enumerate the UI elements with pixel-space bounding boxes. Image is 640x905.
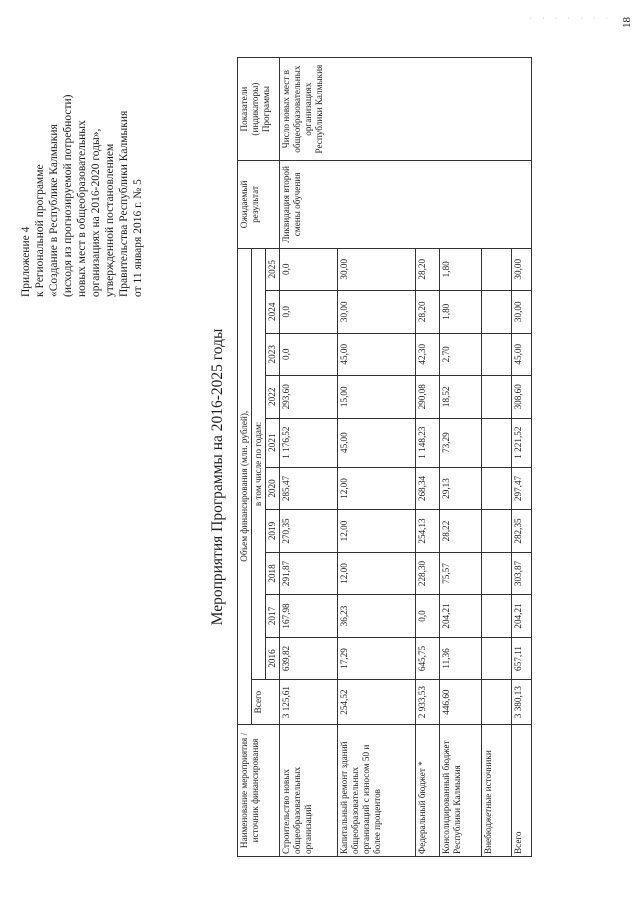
cell-value: 639,82	[280, 637, 338, 680]
row-name: Всего	[512, 724, 532, 856]
approval-line: утвержденной постановлением	[104, 143, 116, 297]
program-table	[237, 57, 532, 857]
header-name: Наименование мероприятия / источник финансирования	[238, 724, 280, 856]
cell-value: 45,00	[338, 418, 416, 467]
cell-value: 29,13	[440, 467, 482, 510]
expected-result: Ликвидация второй смены обучения	[280, 161, 532, 248]
cell-value	[482, 467, 512, 510]
row-total	[482, 680, 512, 725]
header-total: Всего	[252, 680, 280, 725]
cell-value: 30,00	[512, 291, 532, 334]
cell-value: 204,21	[512, 595, 532, 638]
cell-value: 228,30	[416, 552, 440, 595]
row-total: 254,52	[338, 680, 416, 725]
approval-line: новых мест в общеобразовательных	[76, 120, 88, 297]
cell-value	[482, 376, 512, 419]
page-number: 18	[621, 17, 633, 28]
row-name: Капитальный ремонт зданий общеобразовательных организаций с износом 50 и более процентов	[338, 724, 416, 856]
approval-line: Правительства Республики Калмыкия	[118, 110, 130, 297]
cell-value: 0,0	[280, 248, 338, 291]
approval-line: Приложение 4	[20, 226, 32, 297]
document-title: Мероприятия Программы на 2016-2025 годы	[209, 328, 226, 626]
row-total: 3 380,13	[512, 680, 532, 725]
header-year: 2025	[266, 248, 280, 291]
approval-line: от 11 января 2016 г. № 5	[132, 179, 144, 297]
approval-line: организациях на 2016-2020 годы»,	[90, 128, 102, 297]
cell-value: 657,11	[512, 637, 532, 680]
cell-value: 167,98	[280, 595, 338, 638]
row-name: Строительство новых общеобразовательных организаций	[280, 724, 338, 856]
cell-value: 204,21	[440, 595, 482, 638]
scan-edge-marks: · · · · · · ·	[529, 14, 612, 23]
cell-value: 12,00	[338, 467, 416, 510]
cell-value: 18,52	[440, 376, 482, 419]
cell-value: 303,87	[512, 552, 532, 595]
table-row	[280, 58, 338, 857]
cell-value: 645,75	[416, 637, 440, 680]
cell-value	[482, 248, 512, 291]
header-year: 2017	[266, 595, 280, 638]
header-by-years: в том числе по годам:	[252, 248, 266, 680]
header-year: 2018	[266, 552, 280, 595]
cell-value: 12,00	[338, 510, 416, 553]
cell-value: 30,00	[338, 291, 416, 334]
cell-value	[482, 510, 512, 553]
header-year: 2023	[266, 333, 280, 376]
cell-value: 45,00	[512, 333, 532, 376]
cell-value: 30,00	[338, 248, 416, 291]
header-year: 2021	[266, 418, 280, 467]
row-name: Внебюджетные источники	[482, 724, 512, 856]
cell-value: 1,80	[440, 248, 482, 291]
cell-value: 15,00	[338, 376, 416, 419]
cell-value: 293,60	[280, 376, 338, 419]
header-year: 2016	[266, 637, 280, 680]
cell-value: 17,29	[338, 637, 416, 680]
row-total: 3 125,61	[280, 680, 338, 725]
cell-value: 36,23	[338, 595, 416, 638]
cell-value	[482, 637, 512, 680]
cell-value: 308,60	[512, 376, 532, 419]
row-total: 2 933,53	[416, 680, 440, 725]
cell-value	[482, 291, 512, 334]
cell-value: 28,20	[416, 248, 440, 291]
cell-value: 2,70	[440, 333, 482, 376]
cell-value: 0,0	[416, 595, 440, 638]
cell-value: 270,35	[280, 510, 338, 553]
approval-line: к Региональной программе	[34, 164, 46, 297]
cell-value: 28,20	[416, 291, 440, 334]
approval-block	[19, 0, 145, 297]
cell-value: 12,00	[338, 552, 416, 595]
cell-value: 42,30	[416, 333, 440, 376]
cell-value: 73,29	[440, 418, 482, 467]
header-year: 2024	[266, 291, 280, 334]
header-row	[238, 58, 252, 857]
header-result: Ожидаемый результат	[238, 161, 280, 248]
row-name: Федеральный бюджет *	[416, 724, 440, 856]
cell-value: 282,35	[512, 510, 532, 553]
cell-value: 254,13	[416, 510, 440, 553]
cell-value: 30,00	[512, 248, 532, 291]
cell-value: 75,57	[440, 552, 482, 595]
approval-line: (исходя из прогнозируемой потребности)	[62, 94, 74, 297]
cell-value: 1 148,23	[416, 418, 440, 467]
header-year: 2022	[266, 376, 280, 419]
header-year: 2020	[266, 467, 280, 510]
cell-value	[482, 333, 512, 376]
cell-value: 291,87	[280, 552, 338, 595]
row-total: 446,60	[440, 680, 482, 725]
approval-line: «Создание в Республике Калмыкия	[48, 124, 60, 297]
cell-value: 268,34	[416, 467, 440, 510]
cell-value: 297,47	[512, 467, 532, 510]
rotated-page	[9, 3, 631, 877]
header-volume: Объем финансирования (млн. рублей),	[238, 248, 252, 724]
cell-value: 290,08	[416, 376, 440, 419]
cell-value: 1 221,52	[512, 418, 532, 467]
cell-value	[482, 552, 512, 595]
row-name: Консолидированный бюджет Республики Калмыкия	[440, 724, 482, 856]
cell-value: 1 176,52	[280, 418, 338, 467]
cell-value: 11,36	[440, 637, 482, 680]
cell-value: 285,47	[280, 467, 338, 510]
cell-value	[482, 595, 512, 638]
cell-value: 28,22	[440, 510, 482, 553]
cell-value: 45,00	[338, 333, 416, 376]
program-indicator: Число новых мест в общеобразовательных организациях Республики Калмыкия	[280, 58, 532, 161]
cell-value: 1,80	[440, 291, 482, 334]
cell-value: 0,0	[280, 333, 338, 376]
cell-value: 0,0	[280, 291, 338, 334]
cell-value	[482, 418, 512, 467]
header-indicators: Показатели (индикаторы) Программы	[238, 58, 280, 161]
header-year: 2019	[266, 510, 280, 553]
